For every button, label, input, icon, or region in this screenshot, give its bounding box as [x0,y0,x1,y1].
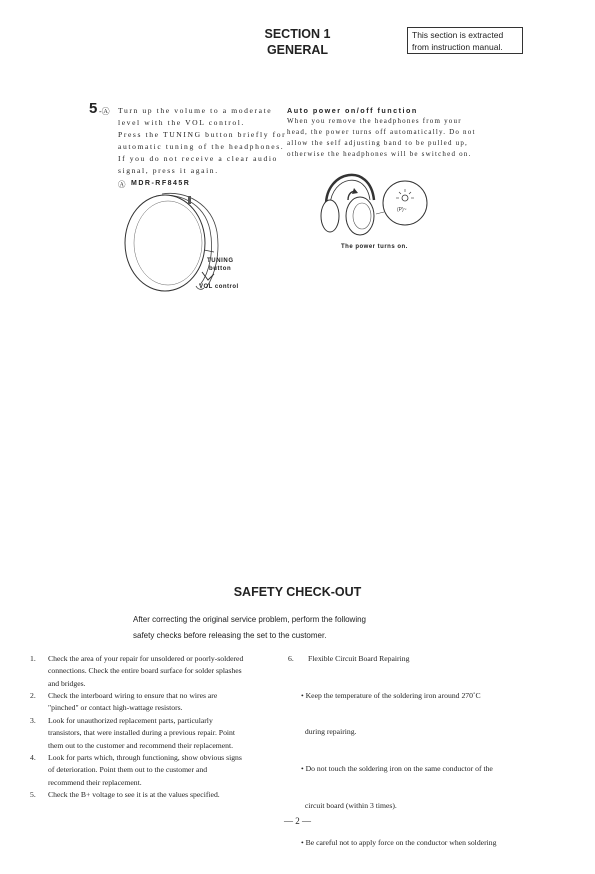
safety-list-left [30,653,270,802]
list-item-line: • Do not touch the soldering iron on the same conductor of the [301,764,493,774]
list-item-number: 6. [288,654,294,663]
list-item-line: transistors, that were installed during a previous repair. Point [48,728,236,738]
auto-power-heading: Auto power on/off function [287,106,418,115]
safety-intro-line: safety checks before releasing the set to the customer. [133,631,327,640]
list-item-line: of deterioration. Point them out to the customer and [48,765,208,775]
step5-line: automatic tuning of the headphones. [118,142,285,151]
list-item-number: 2. [30,691,36,700]
list-item-line: circuit board (within 3 times). [301,801,397,811]
step5-text [118,105,288,177]
section-number: SECTION 1 [264,27,331,41]
list-item-line: Check the interboard wiring to ensure that no wires are [48,691,218,700]
list-item-line: Look for parts which, through functioning, show obvious signs [48,753,242,762]
list-item-line: Look for unauthorized replacement parts, particularly [48,716,213,725]
step5-line: Press the TUNING button briefly for [118,130,287,139]
flex-board-title: Flexible Circuit Board Repairing [308,654,410,663]
flex-board-items [301,665,533,874]
tuning-label-sub: button [209,266,232,272]
list-item [30,715,270,752]
section-title: GENERAL [266,43,329,57]
extract-note: This section is extracted from instruction manual. [407,27,523,54]
list-item-line: and bridges. [48,678,86,688]
auto-power-line: allow the self adjusting band to be pulled up, [287,139,468,147]
earcup-illustration [118,190,268,300]
auto-power-line: head, the power turns off automatically. Do not [287,128,476,136]
list-item [30,789,270,802]
list-item-number: 5. [30,790,36,799]
list-item-line: connections. Check the entire board surface for solder splashes [48,666,242,676]
auto-power-caption: The power turns on. [341,244,408,250]
safety-title: SAFETY CHECK-OUT [233,585,362,599]
list-item-line: Check the area of your repair for unsoldered or poorly-soldered [48,654,244,663]
auto-power-line: otherwise the headphones will be switched on. [287,150,472,158]
list-item-line: Check the B+ voltage to see it is at the values specified. [48,790,220,799]
list-item [30,752,270,789]
step5-line: level with the VOL control. [118,118,245,127]
list-item-line: • Be careful not to apply force on the conductor when soldering [301,838,497,848]
list-item-number: 1. [30,654,36,663]
model-marker: Ⓐ [118,180,126,189]
step5-line: If you do not receive a clear audio [118,154,278,163]
page-number: — 2 — [284,816,311,826]
step5-line: Turn up the volume to a moderate [118,106,273,115]
safety-intro-line: After correcting the original service problem, perform the following [133,615,366,624]
svg-text:(P)~: (P)~ [397,207,407,213]
list-item-line: recommend their replacement. [48,777,142,787]
list-item-line: them out to the customer and recommend their replacement. [48,740,234,750]
auto-power-line: When you remove the headphones from your [287,117,462,125]
list-item-number: 3. [30,716,36,725]
auto-power-text [287,116,482,160]
model-name: MDR-RF845R [131,180,191,187]
step-marker: -Ⓐ [99,107,110,116]
list-item-line: • Keep the temperature of the soldering iron around 270˚C [301,690,481,700]
list-item-number: 4. [30,753,36,762]
step-number: 5 [89,100,98,117]
list-item-line: during repairing. [301,727,357,737]
headphones-illustration [318,160,438,240]
tuning-label: TUNING [207,258,234,264]
vol-label: VOL control [199,284,239,290]
step5-line: signal, press it again. [118,166,219,175]
list-item [30,653,270,690]
list-item [30,690,270,715]
list-item-line: "pinched" or contact high-wattage resistors. [48,703,183,713]
